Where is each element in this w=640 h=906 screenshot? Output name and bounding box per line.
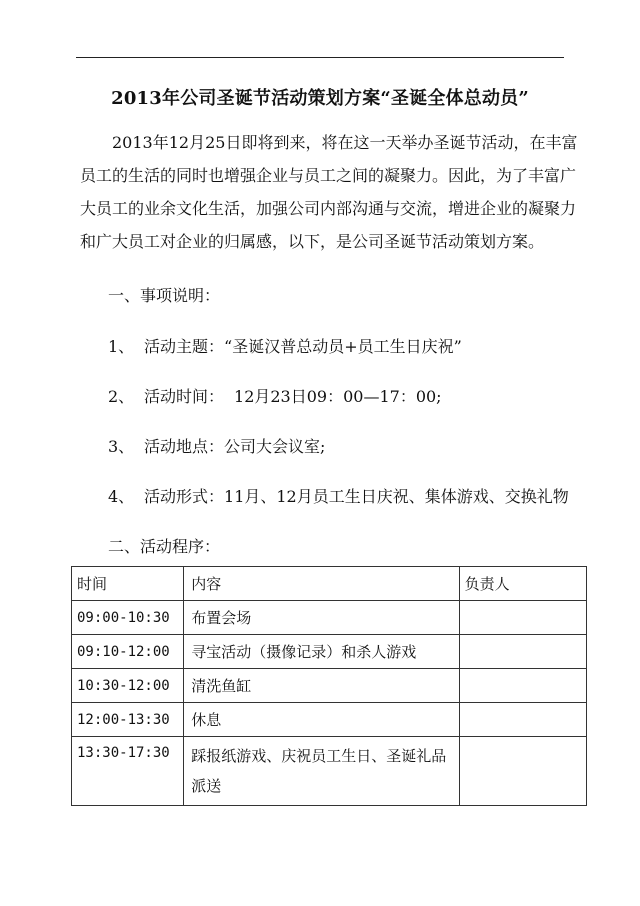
table-row — [72, 737, 587, 806]
list-item-label: 活动地点： — [144, 437, 225, 456]
cell-content: 寻宝活动（摄像记录）和杀人游戏 — [184, 635, 459, 669]
cell-time: 10:30-12:00 — [72, 669, 184, 703]
cell-owner — [459, 737, 586, 806]
cell-time: 09:10-12:00 — [72, 635, 184, 669]
list-item — [108, 434, 325, 457]
list-item-number: 2、 — [108, 387, 135, 406]
table-row — [72, 703, 587, 737]
list-item-label: 活动形式： — [144, 487, 225, 506]
table-row — [72, 669, 587, 703]
table-row — [72, 601, 587, 635]
list-item — [108, 484, 569, 507]
cell-content: 布置会场 — [184, 601, 459, 635]
list-item-label: 活动时间： — [144, 387, 225, 406]
list-item-number: 3、 — [108, 437, 135, 456]
table-header-row — [72, 567, 587, 601]
cell-content: 休息 — [184, 703, 459, 737]
list-item-value: 12月23日09：00—17：00; — [234, 387, 442, 406]
cell-time: 09:00-10:30 — [72, 601, 184, 635]
header-cell-content: 内容 — [184, 567, 459, 601]
section-heading-1: 一、事项说明： — [108, 286, 221, 305]
list-item-number: 4、 — [108, 487, 135, 506]
intro-paragraph: 2013年12月25日即将到来，将在这一天举办圣诞节活动，在丰富员工的生活的同时也增强企业与员工之间的凝聚力。因此，为了丰富广大员工的业余文化生活，加强公司内部沟通与交流，增进企业的凝聚力和广大员工对企业的归属感，以下，是公司圣诞节活动策划方案。 — [80, 133, 578, 251]
table-row — [72, 635, 587, 669]
header-cell-time: 时间 — [72, 567, 184, 601]
cell-time: 12:00-13:30 — [72, 703, 184, 737]
list-item-value: 11月、12月员工生日庆祝、集体游戏、交换礼物 — [224, 487, 569, 506]
cell-owner — [459, 601, 586, 635]
section-heading-2: 二、活动程序： — [108, 537, 221, 556]
list-item-value: “圣诞汉普总动员+员工生日庆祝” — [224, 337, 462, 356]
header-cell-owner: 负责人 — [459, 567, 586, 601]
schedule-table — [71, 566, 587, 806]
list-item-number: 1、 — [108, 337, 135, 356]
list-item — [108, 334, 462, 357]
cell-content: 清洗鱼缸 — [184, 669, 459, 703]
cell-time: 13:30-17:30 — [72, 737, 184, 806]
cell-content: 踩报纸游戏、庆祝员工生日、圣诞礼品派送 — [184, 737, 459, 806]
list-item-value: 公司大会议室; — [224, 437, 326, 456]
cell-owner — [459, 635, 586, 669]
header-rule — [76, 57, 564, 58]
cell-owner — [459, 669, 586, 703]
list-item — [108, 384, 442, 407]
list-item-label: 活动主题： — [144, 337, 225, 356]
cell-owner — [459, 703, 586, 737]
document-title: 2013年公司圣诞节活动策划方案“圣诞全体总动员” — [111, 88, 529, 109]
